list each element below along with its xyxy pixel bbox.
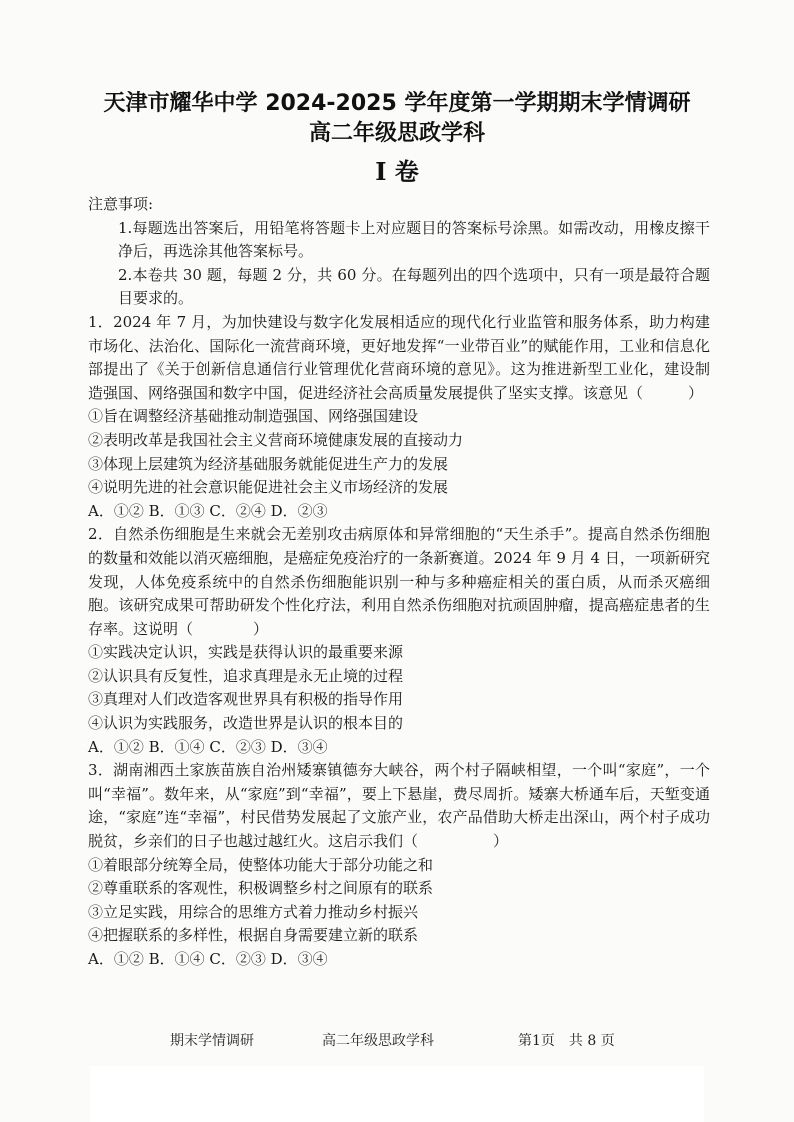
- question-3-option-4: ④把握联系的多样性，根据自身需要建立新的联系: [88, 926, 419, 945]
- footer-subject: 高二年级思政学科: [322, 1033, 434, 1049]
- question-1-answers: A．①② B．①③ C．②④ D．②③: [88, 501, 328, 520]
- question-2-option-4: ④认识为实践服务，改造世界是认识的根本目的: [88, 714, 404, 733]
- question-1-option-3: ③体现上层建筑为经济基础服务就能促进生产力的发展: [88, 454, 449, 473]
- question-3-option-3: ③立足实践，用综合的思维方式着力推动乡村振兴: [88, 902, 419, 921]
- notice-item-1: 1.每题选出答案后，用铅笔将答题卡上对应题目的答案标号涂黑。如需改动，用橡皮擦干净后，再选涂其他答案标号。: [118, 218, 710, 261]
- question-2-option-1: ①实践决定认识，实践是获得认识的最重要来源: [88, 643, 404, 662]
- exam-title: 天津市耀华中学 2024-2025 学年度第一学期期末学情调研: [103, 91, 691, 116]
- footer-page-number: 第1页 共 8 页: [518, 1033, 615, 1049]
- question-1-option-4: ④说明先进的社会意识能促进社会主义市场经济的发展: [88, 478, 449, 497]
- question-3-answers: A．①② B．①④ C．②③ D．③④: [88, 950, 328, 968]
- question-2-option-3: ③真理对人们改造客观世界具有积极的指导作用: [88, 690, 404, 709]
- page-bottom-margin: [90, 1066, 704, 1122]
- exam-subject: 高二年级思政学科: [308, 121, 485, 146]
- question-3-option-1: ①着眼部分统筹全局，使整体功能大于部分功能之和: [88, 855, 434, 874]
- question-2-option-2: ②认识具有反复性，追求真理是永无止境的过程: [88, 666, 404, 685]
- question-1-option-2: ②表明改革是我国社会主义营商环境健康发展的直接动力: [88, 430, 464, 449]
- exam-body: [88, 193, 710, 972]
- question-1-option-1: ①旨在调整经济基础推动制造强国、网络强国建设: [88, 407, 419, 426]
- notice-item-2: 2.本卷共 30 题，每题 2 分，共 60 分。在每题列出的四个选项中，只有一项是最符合题目要求的。: [118, 265, 710, 308]
- footer-exam-name: 期末学情调研: [170, 1033, 254, 1049]
- question-2-answers: A．①② B．①④ C．②③ D．③④: [88, 737, 328, 756]
- exam-volume: I 卷: [375, 157, 419, 186]
- question-1-stem: 1．2024 年 7 月，为加快建设与数字化发展相适应的现代化行业监管和服务体系，助力构建市场化、法治化、国际化一流营商环境，更好地发挥“一业带百业”的赋能作用，工业和信息化部提出了《关于创新信息通信行业管理优化营商环境的意见》。这为推进新型工业化，建设制造强国、网络强国和数字中国，促进经济社会高质量发展提供了坚实支撑。该意见（ ）: [88, 312, 710, 402]
- notice-heading: 注意事项:: [88, 195, 154, 213]
- question-2-stem: 2．自然杀伤细胞是生来就会无差别攻击病原体和异常细胞的“天生杀手”。提高自然杀伤细胞的数量和效能以消灭癌细胞，是癌症免疫治疗的一条新赛道。2024 年 9 月 4 日，一项新研究发现，人体免疫系统中的自然杀伤细胞能识别一种与多种癌症相关的蛋白质，从而杀灭癌细胞。该研究成果可帮助研发个性化疗法，利用自然杀伤细胞对抗顽固肿瘤，提高癌症患者的生存率。这说明（ ）: [88, 525, 710, 638]
- question-3-option-2: ②尊重联系的客观性，积极调整乡村之间原有的联系: [88, 879, 434, 898]
- question-3-stem: 3．湖南湘西土家族苗族自治州矮寨镇德夯大峡谷，两个村子隔峡相望，一个叫“家庭”，一个叫“幸福”。数年来，从“家庭”到“幸福”，要上下悬崖，费尽周折。矮寨大桥通车后，天堑变通途，“家庭”连“幸福”，村民借势发展起了文旅产业，农产品借助大桥走出深山，两个村子成功脱贫，乡亲们的日子也越过越红火。这启示我们（ ）: [88, 761, 710, 851]
